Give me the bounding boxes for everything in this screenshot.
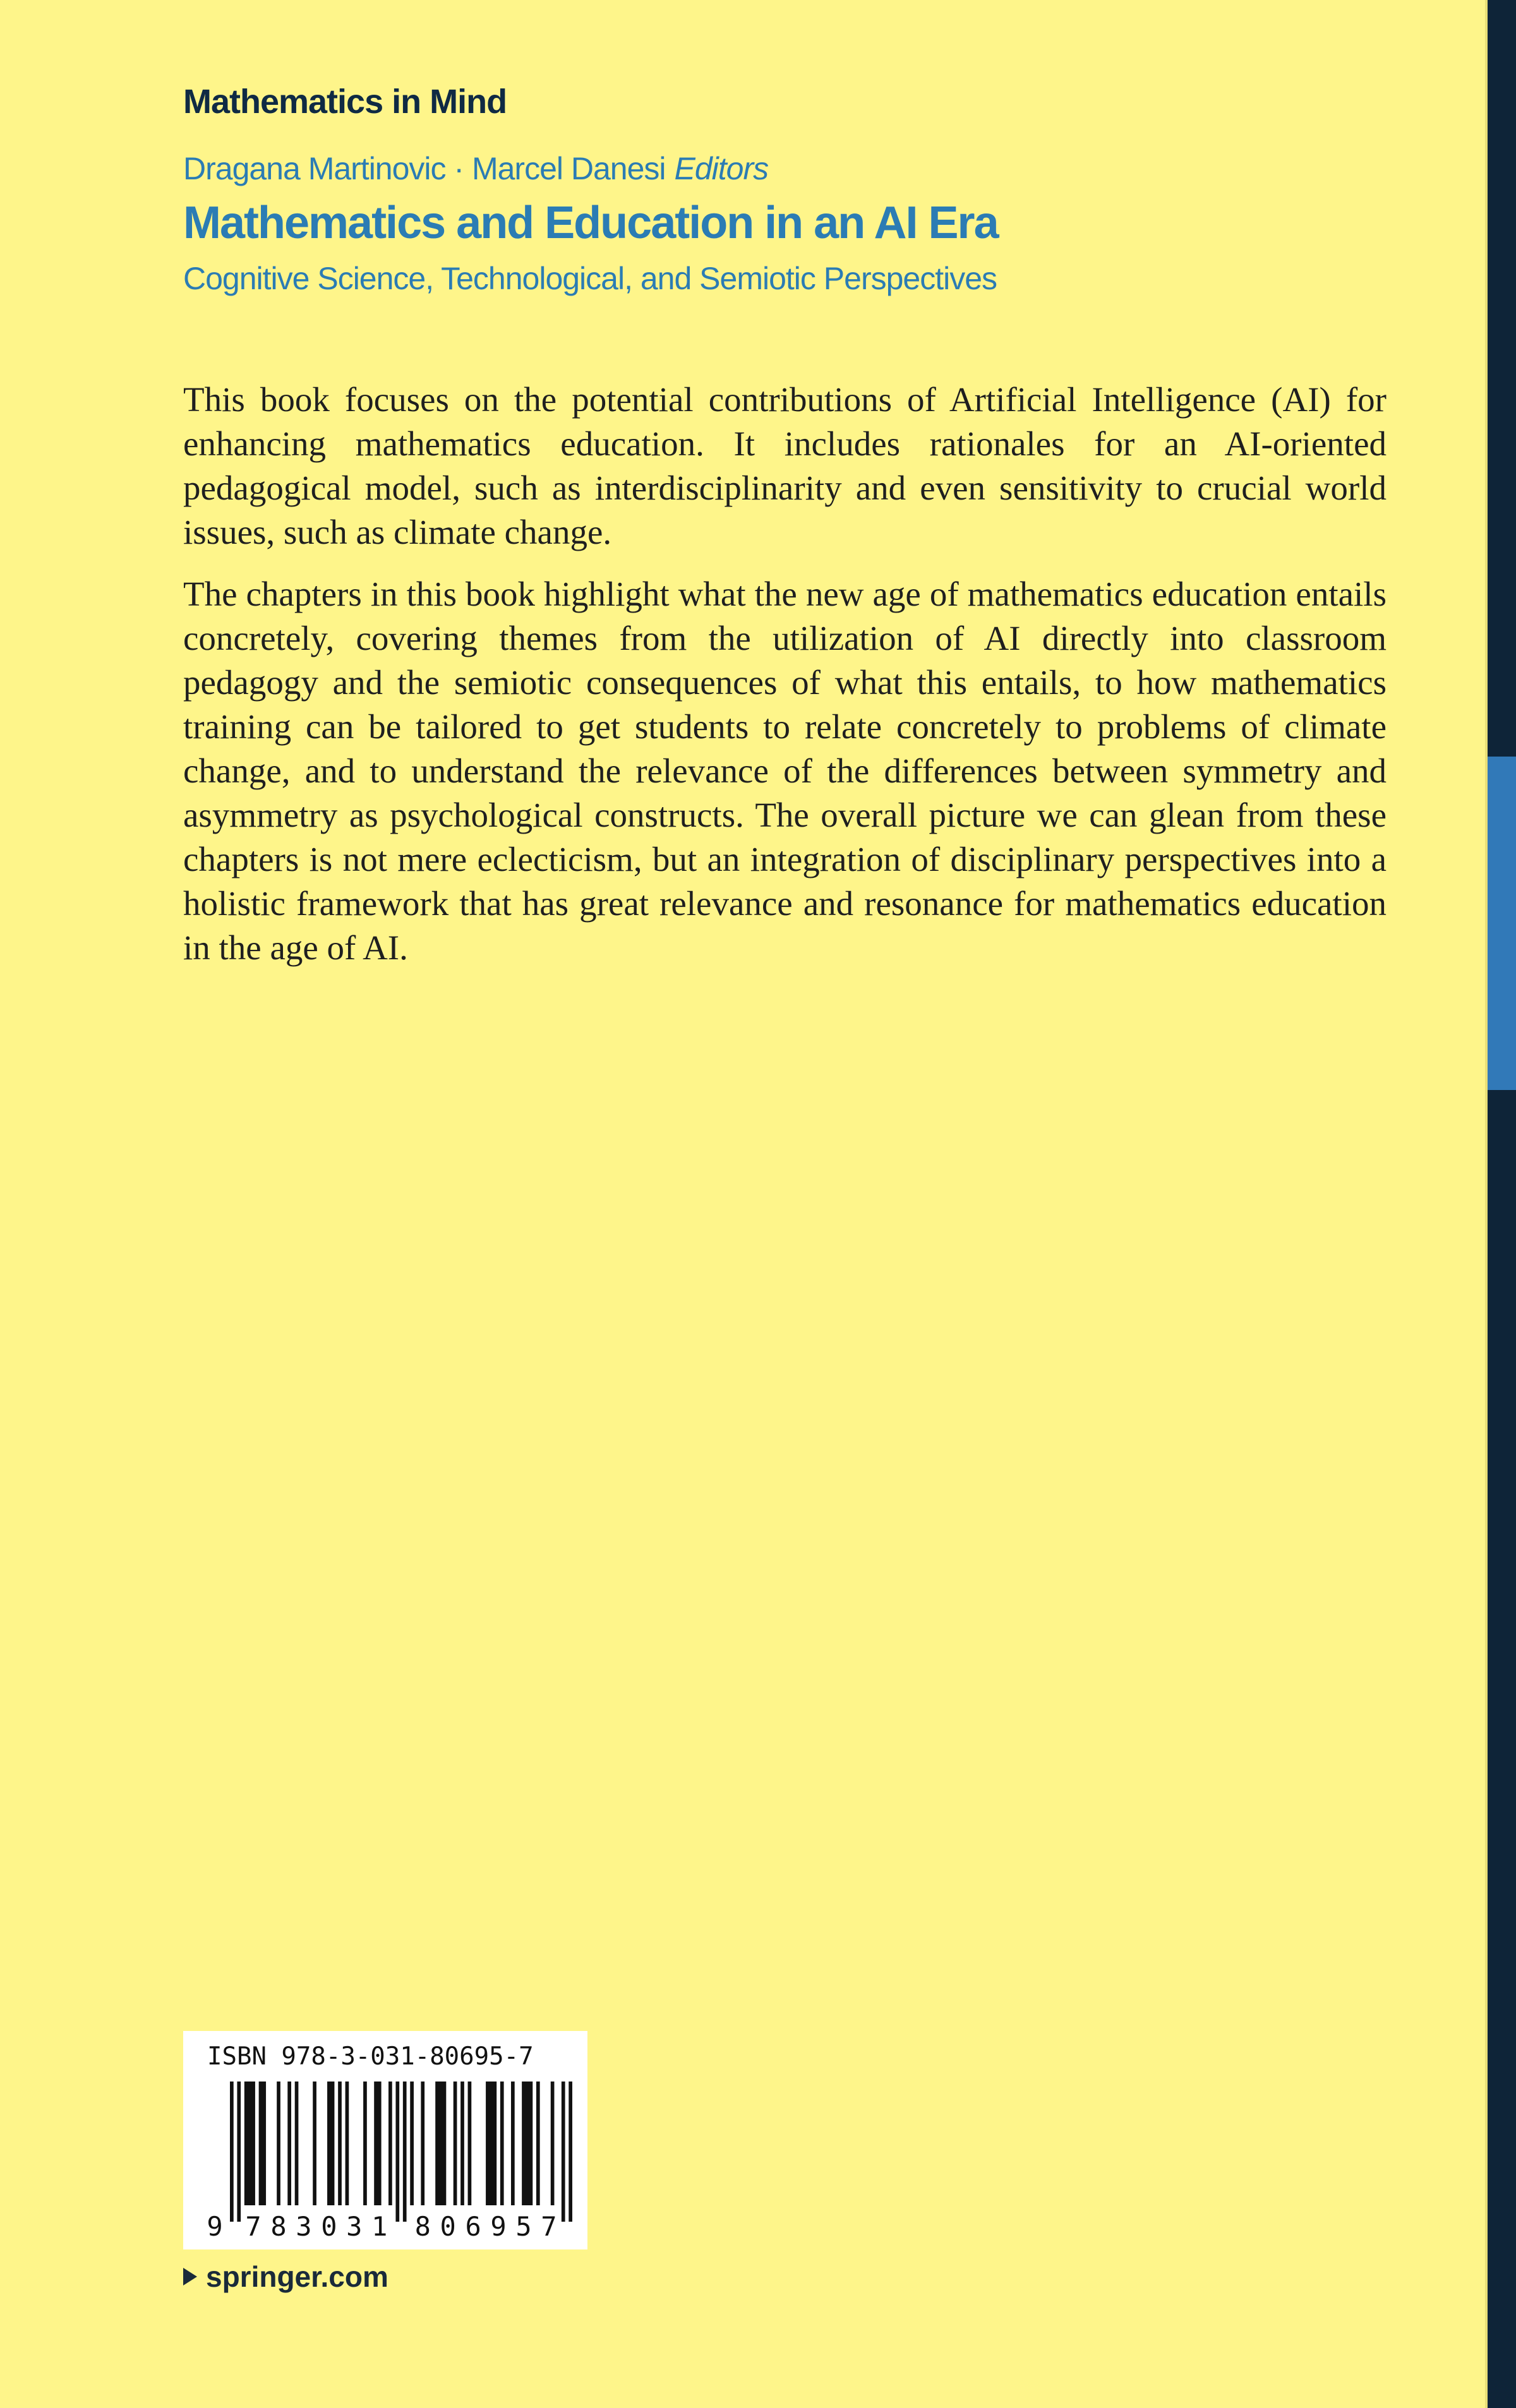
barcode-bar [421,2082,424,2205]
barcode-bar [295,2082,299,2205]
barcode-bar [346,2082,349,2205]
barcode-digit: 0 [440,2211,456,2238]
barcode-bar [374,2082,381,2205]
description-paragraph: This book focuses on the potential contributions of Artificial Intelligence (AI) for enhancing mathematics education. It includes rationales for an AI-oriented pedagogical model, such as interdisciplinarity and even sensitivity to crucial world issues, such as climate change. [183,380,1387,551]
barcode-bar [277,2082,280,2205]
barcode-bar [468,2082,472,2205]
spine-dark-strip [1488,0,1516,2408]
barcode-bar [410,2082,414,2205]
barcode-bar [363,2082,367,2205]
book-description [183,378,1387,988]
barcode-bar [522,2082,532,2205]
barcode-digit: 9 [207,2211,223,2238]
barcode-bar [313,2082,316,2205]
barcode-bar [259,2082,266,2205]
editors-line [183,150,768,187]
barcode-digit: 1 [371,2211,388,2238]
barcode-bar [551,2082,555,2205]
barcode-bar [460,2082,464,2205]
barcode-guard-bar [237,2082,241,2222]
book-title: Mathematics and Education in an AI Era [183,198,998,248]
barcode-digit: 9 [490,2211,507,2238]
isbn-label: ISBN 978-3-031-80695-7 [207,2042,534,2071]
barcode-digit: 6 [465,2211,481,2238]
editors-names: Dragana Martinovic · Marcel Danesi [183,151,666,186]
barcode-bar [536,2082,540,2205]
book-subtitle: Cognitive Science, Technological, and Semiotic Perspectives [183,261,997,296]
barcode-digit: 8 [414,2211,431,2238]
barcode-bar [500,2082,504,2205]
barcode-guard-bar [403,2082,407,2222]
barcode-bar [244,2082,255,2205]
barcode-digit: 0 [321,2211,337,2238]
arrow-right-icon [183,2268,197,2285]
barcode-digit: 3 [296,2211,312,2238]
series-title: Mathematics in Mind [183,83,507,121]
isbn-barcode-box [183,2031,587,2249]
description-paragraph: The chapters in this book highlight what the new age of mathematics education entails concretely, covering themes from the utilization of AI directly into classroom pedagogy and the semiotic consequences of what this entails, to how mathematics training can be tailored to get students to relate concretely to problems of climate change, and to understand the relevance of the differences between symmetry and asymmetry as psychological constructs. The overall picture we can glean from these chapters is not mere eclecticism, but an integration of disciplinary perspectives into a holistic framework that has great relevance and resonance for mathematics education in the age of AI. [183,575,1387,967]
barcode-graphic [203,2082,576,2238]
barcode-bar [511,2082,515,2205]
barcode-bar [327,2082,334,2205]
barcode-digit: 7 [245,2211,262,2238]
barcode-bar [338,2082,342,2205]
barcode-guard-bar [568,2082,572,2222]
barcode-digit: 3 [346,2211,363,2238]
barcode-guard-bar [230,2082,234,2222]
barcode-bar [454,2082,457,2205]
publisher-url: springer.com [206,2260,388,2293]
barcode-bar [486,2082,496,2205]
barcode-digit: 8 [270,2211,287,2238]
barcode-bar [287,2082,291,2205]
barcode-guard-bar [562,2082,565,2222]
barcode-digit: 7 [541,2211,557,2238]
editors-role: Editors [674,151,769,186]
barcode-digit: 5 [515,2211,532,2238]
publisher-link[interactable] [183,2260,388,2294]
barcode-bar [388,2082,392,2205]
spine-blue-band [1488,757,1516,1090]
barcode-guard-bar [395,2082,399,2222]
barcode-bar [435,2082,446,2205]
